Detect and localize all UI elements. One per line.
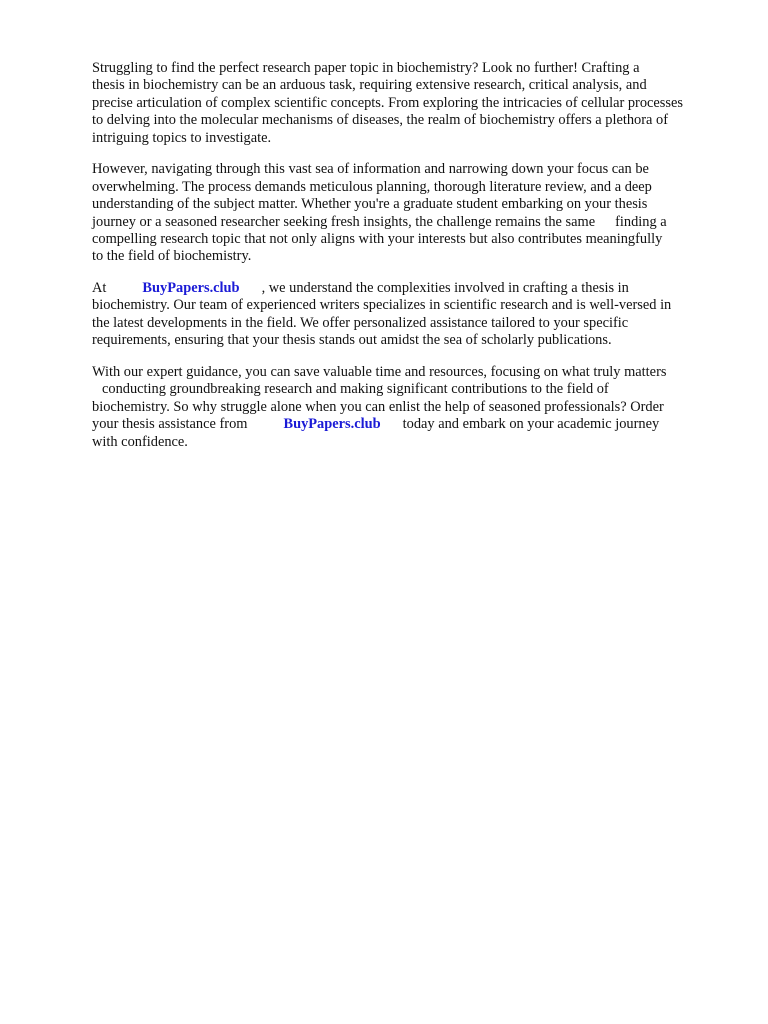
- document-body: [92, 60, 732, 465]
- paragraph-challenge: [92, 161, 732, 265]
- paragraph-closing: [92, 364, 732, 451]
- paragraph-closing-part2: conducting groundbreaking research and making significant contributions to the field of biochemistry. So why struggle alone when you can enlist the help of seasoned professionals? Order your thesis assistance from: [92, 381, 664, 433]
- paragraph-closing-part3: today and embark on your academic journey with confidence.: [92, 416, 660, 450]
- paragraph-challenge-part2: finding a compelling research topic that not only aligns with your interests but also contributes meaningfully to the field of biochemistry.: [92, 213, 667, 265]
- paragraph-closing-part1: With our expert guidance, you can save valuable time and resources, focusing on what truly matters: [92, 363, 667, 380]
- paragraph-service-prefix: At: [92, 280, 107, 297]
- paragraph-challenge-part1: However, navigating through this vast sea of information and narrowing down your focus can be overwhelming. The process demands meticulous planning, thorough literature review, and a deep understanding of the subject matter. Whether you're a graduate student embarking on your thesis journey or a seasoned researcher seeking fresh insights, the challenge remains the same: [92, 161, 652, 230]
- paragraph-intro: Struggling to find the perfect research paper topic in biochemistry? Look no further! Crafting a thesis in biochemistry can be an arduous task, requiring extensive research, critical analysis, and precise articulation of complex scientific concepts. From exploring the intricacies of cellular processes to delving into the molecular mechanisms of diseases, the realm of biochemistry offers a plethora of intriguing topics to investigate.: [92, 60, 683, 146]
- buypapers-link-2[interactable]: BuyPapers.club: [283, 416, 381, 433]
- buypapers-link[interactable]: BuyPapers.club: [142, 280, 240, 297]
- paragraph-service-rest: , we understand the complexities involved in crafting a thesis in biochemistry. Our team of experienced writers specializes in scientific research and is well-versed in the latest developments in the field. We offer personalized assistance tailored to your specific requirements, ensuring that your thesis stands out amidst the sea of scholarly publications.: [92, 280, 672, 349]
- paragraph-service: [92, 280, 732, 350]
